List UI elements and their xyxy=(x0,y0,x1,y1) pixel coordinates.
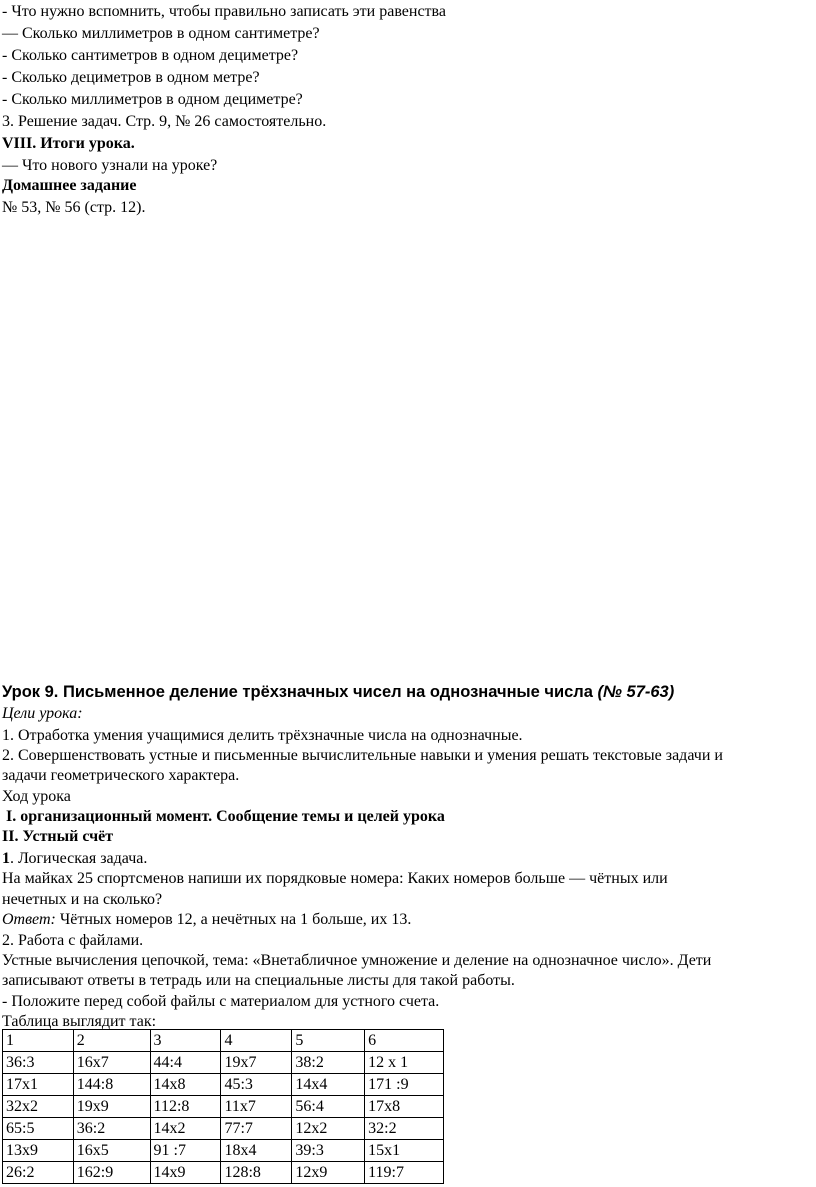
table-cell: 26:2 xyxy=(3,1162,74,1184)
chain-text-2: записывают ответы в тетрадь или на специальные листы для такой работы. xyxy=(2,972,515,989)
goal-2-line-2: задачи геометрического характера. xyxy=(2,767,240,784)
lesson-course: Ход урока xyxy=(2,788,71,805)
table-cell: 14х8 xyxy=(150,1074,221,1096)
question-cm-in-dm: - Сколько сантиметров в одном дециметре? xyxy=(2,47,299,64)
lesson-title-ref: (№ 57-63) xyxy=(597,683,675,701)
answer-line xyxy=(2,909,411,931)
table-cell: 162:9 xyxy=(73,1162,150,1184)
stage-2-heading: II. Устный счёт xyxy=(2,828,114,845)
logic-task-text-2: нечетных и на сколько? xyxy=(2,891,163,908)
table-cell: 44:4 xyxy=(150,1052,221,1074)
table-cell: 16х5 xyxy=(73,1140,150,1162)
table-cell: 11х7 xyxy=(221,1096,292,1118)
goals-label: Цели урока: xyxy=(2,705,83,722)
summary-heading: VIII. Итоги урока. xyxy=(2,135,135,152)
goal-1: 1. Отработка умения учащимися делить трёхзначные числа на однозначные. xyxy=(2,727,523,744)
table-row xyxy=(3,1140,444,1162)
table-cell: 77:7 xyxy=(221,1118,292,1140)
logic-task-text-1: На майках 25 спортсменов напиши их порядковые номера: Каких номеров больше — чётных или xyxy=(2,870,668,887)
logic-task-heading xyxy=(2,848,147,870)
table-row xyxy=(3,1096,444,1118)
chain-text-1: Устные вычисления цепочкой, тема: «Внетабличное умножение и деление на однозначное число». Дети xyxy=(2,952,712,969)
table-cell: 128:8 xyxy=(221,1162,292,1184)
table-cell: 16х7 xyxy=(73,1052,150,1074)
table-cell: 14х2 xyxy=(150,1118,221,1140)
calculation-table xyxy=(2,1029,444,1184)
table-cell: 19х7 xyxy=(221,1052,292,1074)
question-dm-in-m: - Сколько дециметров в одном метре? xyxy=(2,69,260,86)
question-mm-in-cm: — Сколько миллиметров в одном сантиметре? xyxy=(2,25,320,42)
table-cell: 38:2 xyxy=(292,1052,365,1074)
table-cell: 19х9 xyxy=(73,1096,150,1118)
table-cell: 36:3 xyxy=(3,1052,74,1074)
table-header-cell: 5 xyxy=(292,1030,365,1052)
table-row xyxy=(3,1074,444,1096)
table-cell: 45:3 xyxy=(221,1074,292,1096)
table-header-cell: 1 xyxy=(3,1030,74,1052)
table-cell: 65:5 xyxy=(3,1118,74,1140)
table-row xyxy=(3,1052,444,1074)
lesson-title xyxy=(2,681,674,703)
table-cell: 17х1 xyxy=(3,1074,74,1096)
table-cell: 56:4 xyxy=(292,1096,365,1118)
question-mm-in-dm: - Сколько миллиметров в одном дециметре? xyxy=(2,91,303,108)
summary-question: — Что нового узнали на уроке? xyxy=(2,157,218,174)
table-cell: 13х9 xyxy=(3,1140,74,1162)
table-intro: Таблица выглядит так: xyxy=(2,1013,157,1030)
table-cell: 112:8 xyxy=(150,1096,221,1118)
task-solving-line: 3. Решение задач. Стр. 9, № 26 самостоятельно. xyxy=(2,113,327,130)
table-row xyxy=(3,1118,444,1140)
table-cell: 17х8 xyxy=(365,1096,444,1118)
table-row xyxy=(3,1162,444,1184)
table-header-cell: 6 xyxy=(365,1030,444,1052)
logic-task-title: . Логическая задача. xyxy=(10,850,148,867)
lesson-title-text: Урок 9. Письменное деление трёхзначных чисел на однозначные числа xyxy=(2,683,598,701)
stage-1-heading: I. организационный момент. Сообщение темы и целей урока xyxy=(2,808,445,825)
question-equalities: - Что нужно вспомнить, чтобы правильно записать эти равенства xyxy=(2,3,446,20)
table-cell: 119:7 xyxy=(365,1162,444,1184)
answer-text: Чётных номеров 12, а нечётных на 1 больше, их 13. xyxy=(55,911,412,928)
table-header-cell: 2 xyxy=(73,1030,150,1052)
table-cell: 91 :7 xyxy=(150,1140,221,1162)
table-cell: 18х4 xyxy=(221,1140,292,1162)
table-cell: 39:3 xyxy=(292,1140,365,1162)
table-cell: 171 :9 xyxy=(365,1074,444,1096)
instruction-text: - Положите перед собой файлы с материалом для устного счета. xyxy=(2,993,440,1010)
table-cell: 12х9 xyxy=(292,1162,365,1184)
homework-text: № 53, № 56 (стр. 12). xyxy=(2,199,146,216)
files-heading: 2. Работа с файлами. xyxy=(2,932,144,949)
table-header-cell: 3 xyxy=(150,1030,221,1052)
table-header-row xyxy=(3,1030,444,1052)
homework-heading: Домашнее задание xyxy=(2,177,137,194)
table-cell: 32:2 xyxy=(365,1118,444,1140)
goal-2-line-1: 2. Совершенствовать устные и письменные вычислительные навыки и умения решать текстовые задачи и xyxy=(2,747,723,764)
answer-label: Ответ: xyxy=(2,911,56,928)
table-cell: 14х4 xyxy=(292,1074,365,1096)
table-cell: 14х9 xyxy=(150,1162,221,1184)
table-cell: 32х2 xyxy=(3,1096,74,1118)
table-cell: 144:8 xyxy=(73,1074,150,1096)
table-cell: 15х1 xyxy=(365,1140,444,1162)
table-cell: 12 х 1 xyxy=(365,1052,444,1074)
table-header-cell: 4 xyxy=(221,1030,292,1052)
table-cell: 12х2 xyxy=(292,1118,365,1140)
logic-task-number: 1 xyxy=(2,850,10,867)
table-cell: 36:2 xyxy=(73,1118,150,1140)
